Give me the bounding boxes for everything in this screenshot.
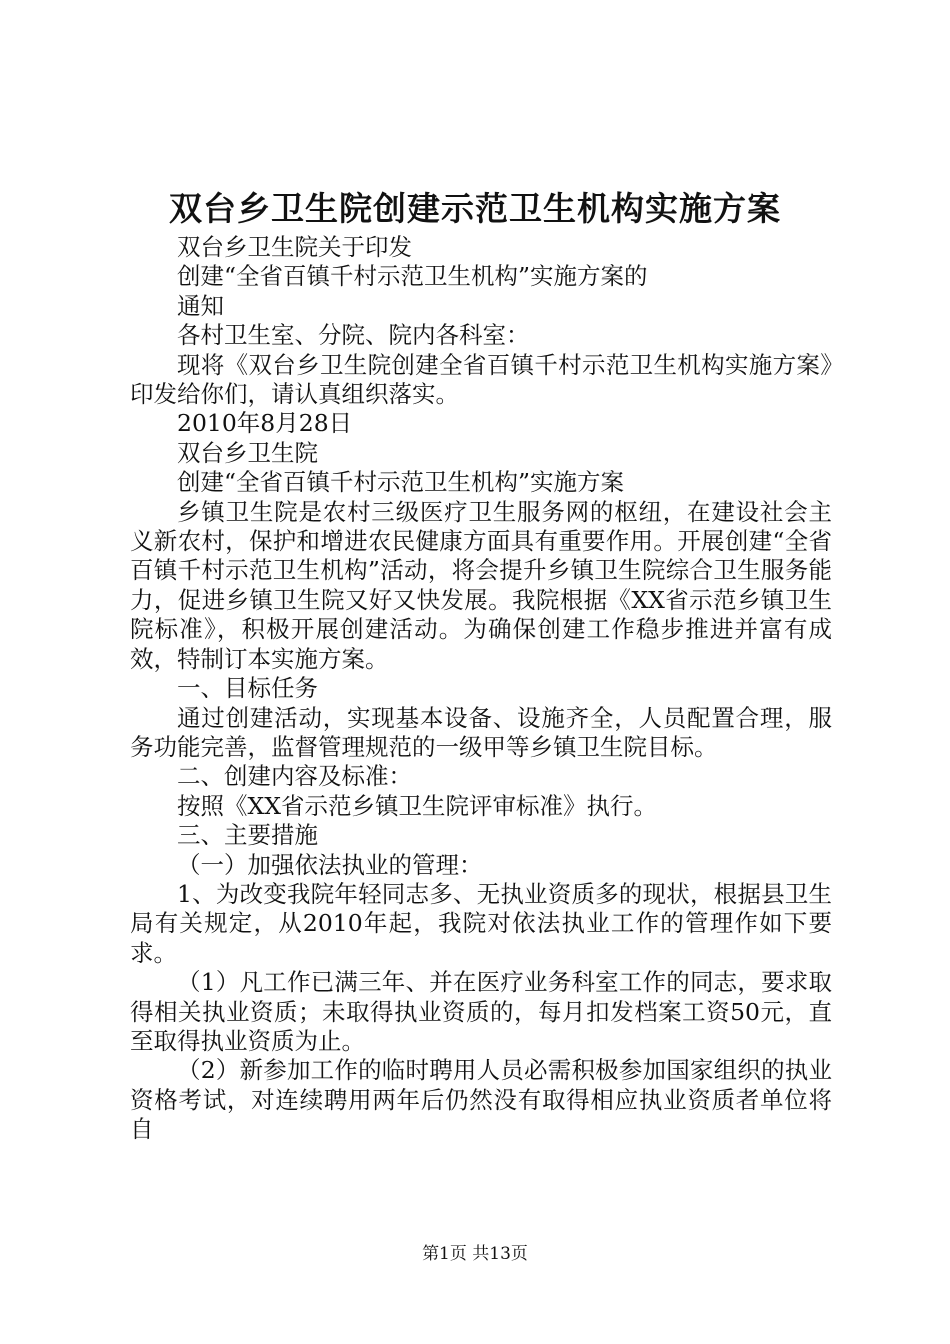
- paragraph-subsection-1: （一）加强依法执业的管理：: [177, 850, 483, 879]
- paragraph-section-3: 三、主要措施: [177, 821, 318, 850]
- paragraph-section-1: 一、目标任务: [177, 674, 318, 703]
- paragraph-item-1-1: （1）凡工作已满三年、并在医疗业务科室工作的同志，要求取得相关执业资质；未取得执业资质的，每月扣发档案工资50元，直至取得执业资质为止。: [130, 968, 832, 1055]
- paragraph-heading-1: 双台乡卫生院关于印发: [177, 233, 412, 261]
- paragraph-item-1: 1、为改变我院年轻同志多、无执业资质多的现状，根据县卫生局有关规定，从2010年起，我院对依法执业工作的管理作如下要求。: [130, 879, 832, 967]
- paragraph-intro: 乡镇卫生院是农村三级医疗卫生服务网的枢纽，在建设社会主义新农村，保护和增进农民健康方面具有重要作用。开展创建“全省百镇千村示范卫生机构”活动，将会提升乡镇卫生院综合卫生服务能力，促进乡镇卫生院又好又快发展。我院根据《XX省示范乡镇卫生院标准》，积极开展创建活动。为确保创建工作稳步推进并富有成效，特制订本实施方案。: [130, 497, 832, 673]
- paragraph-notice: 现将《双台乡卫生院创建全省百镇千村示范卫生机构实施方案》印发给你们，请认真组织落实。: [130, 350, 832, 409]
- document-title: 双台乡卫生院创建示范卫生机构实施方案: [169, 189, 781, 228]
- document-body: [130, 233, 832, 1145]
- paragraph-plan-title: 创建“全省百镇千村示范卫生机构”实施方案: [177, 468, 625, 497]
- paragraph-heading-3: 通知: [177, 291, 224, 320]
- paragraph-salutation: 各村卫生室、分院、院内各科室：: [177, 321, 530, 350]
- paragraph-heading-2: 创建“全省百镇千村示范卫生机构”实施方案的: [177, 262, 648, 291]
- paragraph-issuer: 双台乡卫生院: [177, 438, 318, 467]
- paragraph-date: 2010年8月28日: [177, 409, 353, 438]
- paragraph-section-2: 二、创建内容及标准：: [177, 762, 412, 791]
- paragraph-goals: 通过创建活动，实现基本设备、设施齐全，人员配置合理，服务功能完善，监督管理规范的一级甲等乡镇卫生院目标。: [130, 703, 832, 761]
- paragraph-item-1-2: （2）新参加工作的临时聘用人员必需积极参加国家组织的执业资格考试，对连续聘用两年后仍然没有取得相应执业资质者单位将自: [130, 1056, 832, 1144]
- paragraph-standards: 按照《XX省示范乡镇卫生院评审标准》执行。: [177, 791, 657, 820]
- page-footer: 第1页 共13页: [422, 1244, 528, 1264]
